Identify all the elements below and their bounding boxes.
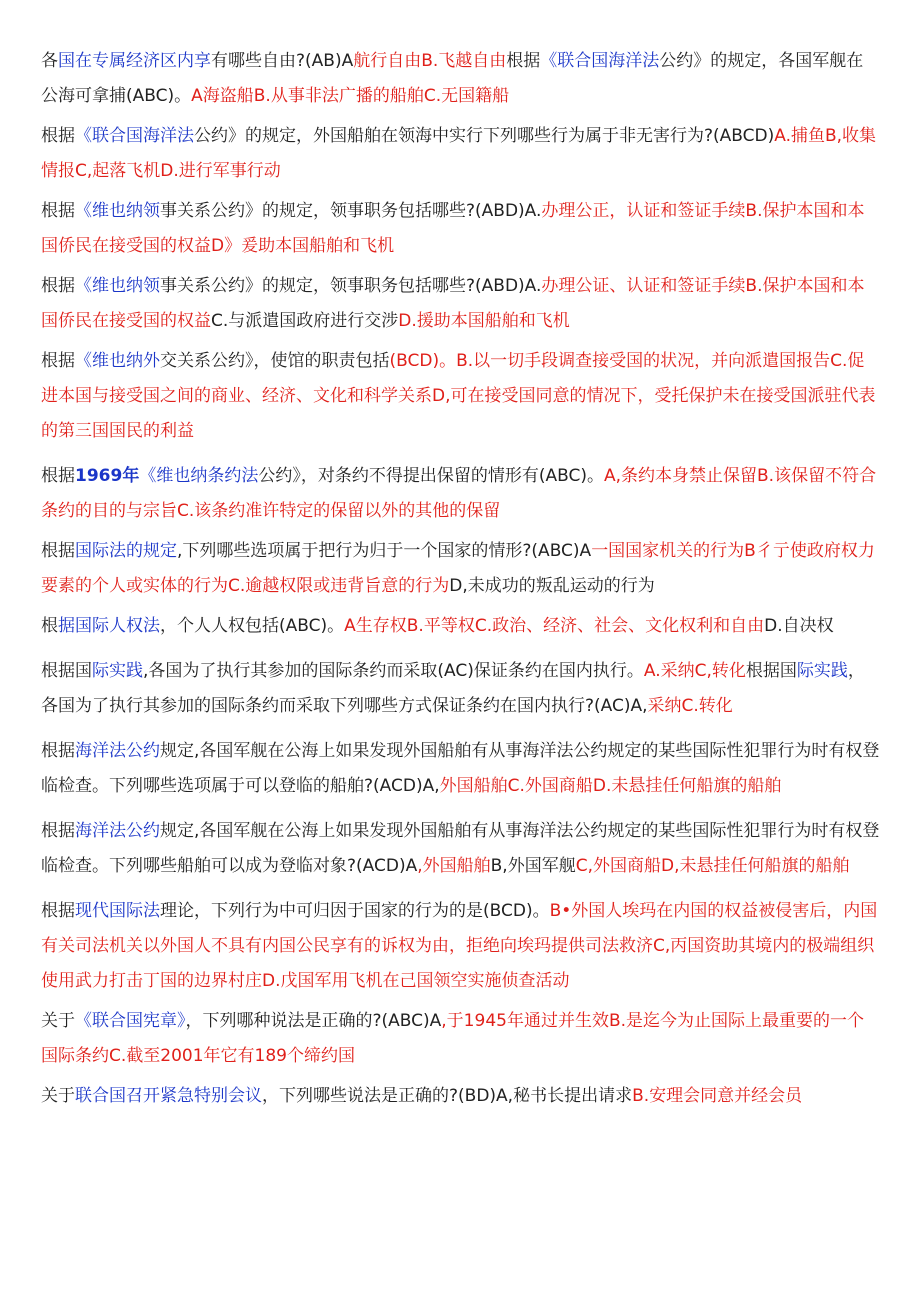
keyword-text: 联合国召开紧急特别会议 [75,1086,262,1106]
answer-text: 航行自由B.飞越自由 [353,51,507,71]
question-text: 根据国 [41,661,92,681]
question-text: 事关系公约》的规定，领事职务包括哪些?(ABD)A. [160,276,542,296]
question-text: 关于 [41,1086,75,1106]
answer-text: ,于1945年通过并生效B.是迄今为止国际上最重要的一个国际条约C.截至2001年它有189个缔约国 [41,1011,865,1066]
question-text: 理论，下列行为中可归因于国家的行为的是(BCD)。 [160,901,550,921]
question-text: ，下列哪些说法是正确的?(BD)A,秘书长提出请求 [262,1086,633,1106]
question-text: 关于 [41,1011,75,1031]
keyword-text: 1969年 [75,466,140,486]
question-paragraph [41,269,880,339]
keyword-text: 《联合国宪章》 [75,1011,186,1031]
answer-text: A生存权B.平等权C.政治、经济、社会、文化权利和自由 [344,616,765,636]
answer-text: D.援助本国船舶和飞机 [398,311,570,331]
question-text: 根据 [41,351,75,371]
question-text: 公约》，对条约不得提出保留的情形有(ABC)。 [258,466,604,486]
question-text: 有哪些自由?(AB)A [211,51,354,71]
keyword-text: 据国际人权法 [58,616,160,636]
question-paragraph [41,534,880,604]
question-text: 各 [41,51,58,71]
question-paragraph [41,1004,880,1074]
question-text: 根据 [41,276,75,296]
question-text: 公约》的规定，外国船舶在领海中实行下列哪些行为属于非无害行为?(ABCD) [194,126,775,146]
question-text: 根据 [41,541,75,561]
question-paragraph [41,459,880,529]
keyword-text: 海洋法公约 [75,741,160,761]
answer-text: 采纳C.转化 [647,696,733,716]
question-text: 公约》的规定，各国军舰在公海可拿捕(ABC)。 [41,51,864,106]
keyword-text: 国际法的规定 [75,541,177,561]
question-text: D.自决权 [764,616,834,636]
question-text: 规定,各国军舰在公海上如果发现外国船舶有从事海洋法公约规定的某些国际性犯罪行为时有权登临检查。下列哪些船舶可以成为登临对象?(ACD)A [41,821,880,876]
answer-text: A.采纳C,转化 [643,661,746,681]
question-paragraph [41,194,880,264]
answer-text: (BCD)。B.以一切手段调查接受国的状况，并向派遣国报告C.促进本国与接受国之间的商业、经济、文化和科学关系D,可在接受国同意的情况下，受托保护未在接受国派驻代表的第三国国民的利益 [41,351,876,441]
question-text: ，个人人权包括(ABC)。 [160,616,345,636]
question-text: D,未成功的叛乱运动的行为 [449,576,655,596]
answer-text: 外国船舶C.外国商船D.未悬挂任何船旗的船舶 [439,776,782,796]
answer-text: A.捕鱼B,收集情报C,起落飞机D.进行军事行动 [41,126,877,181]
question-text: 根据 [41,466,75,486]
question-paragraph [41,1079,880,1114]
answer-text: ,外国船舶 [417,856,491,876]
answer-text: A,条约本身禁止保留B.该保留不符合条约的目的与宗旨C.该条约准许特定的保留以外的其他的保留 [41,466,877,521]
keyword-text: 《联合国海洋法 [75,126,194,146]
question-text: 根据 [41,741,75,761]
answer-text: C,外国商船D,未悬挂任何船旗的船舶 [575,856,850,876]
question-text: ,下列哪些选项属于把行为归于一个国家的情形?(ABC)A [177,541,592,561]
question-text: B,外国军舰 [490,856,576,876]
answer-text: A海盗船B.从事非法广播的船舶C.无国籍船 [191,86,510,106]
question-text: 根据 [41,901,75,921]
question-text: 根 [41,616,58,636]
question-text: 根据 [41,201,75,221]
keyword-text: 际实践 [796,661,848,681]
question-text: 根据 [41,126,75,146]
answer-text: 办理公证、认证和签证手续B.保护本国和本国侨民在接受国的权益 [41,276,865,331]
keyword-text: 《维也纳外 [75,351,160,371]
keyword-text: 《联合国海洋法 [540,51,660,71]
question-text: C.与派遣国政府进行交涉 [211,311,399,331]
question-paragraph [41,344,880,449]
question-text: 事关系公约》的规定，领事职务包括哪些?(ABD)A. [160,201,542,221]
keyword-text: 《维也纳领 [75,276,160,296]
question-paragraph [41,734,880,804]
question-text: 规定,各国军舰在公海上如果发现外国船舶有从事海洋法公约规定的某些国际性犯罪行为时有权登临检查。下列哪些选项属于可以登临的船舶?(ACD)A, [41,741,880,796]
answer-text: 一国国家机关的行为B彳亍使政府权力要素的个人或实体的行为C.逾越权限或违背旨意的行为 [41,541,875,596]
question-text: ，各国为了执行其参加的国际条约而采取下列哪些方式保证条约在国内执行?(AC)A, [41,661,865,716]
question-text: ，下列哪种说法是正确的?(ABC)A [185,1011,442,1031]
keyword-text: 《维也纳领 [75,201,160,221]
question-text: 根据国 [745,661,797,681]
keyword-text: 现代国际法 [75,901,160,921]
question-text: ,各国为了执行其参加的国际条约而采取(AC)保证条约在国内执行。 [143,661,644,681]
answer-text: 办理公正，认证和签证手续B.保护本国和本国侨民在接受国的权益D》爰助本国船舶和飞机 [41,201,865,256]
question-paragraph [41,119,880,189]
question-text: 根据 [506,51,541,71]
keyword-text: 际实践 [92,661,143,681]
question-text: 交关系公约》，使馆的职责包括 [160,351,390,371]
answer-text: B•外国人埃玛在内国的权益被侵害后，内国有关司法机关以外国人不具有内国公民享有的诉权为由，拒绝向埃玛提供司法救济C,丙国资助其境内的极端组织使用武力打击丁国的边界村庄D.戊国军用飞机在己国领空实施侦查活动 [41,901,878,991]
keyword-text: 国在专属经济区内享 [58,51,211,71]
question-paragraph [41,814,880,884]
question-paragraph [41,894,880,999]
question-paragraph [41,44,880,114]
question-paragraph [41,609,880,644]
keyword-text: 《维也纳条约法 [139,466,259,486]
keyword-text: 海洋法公约 [75,821,160,841]
question-paragraph [41,654,880,724]
answer-text: B.安理会同意并经会员 [632,1086,803,1106]
question-text: 根据 [41,821,75,841]
